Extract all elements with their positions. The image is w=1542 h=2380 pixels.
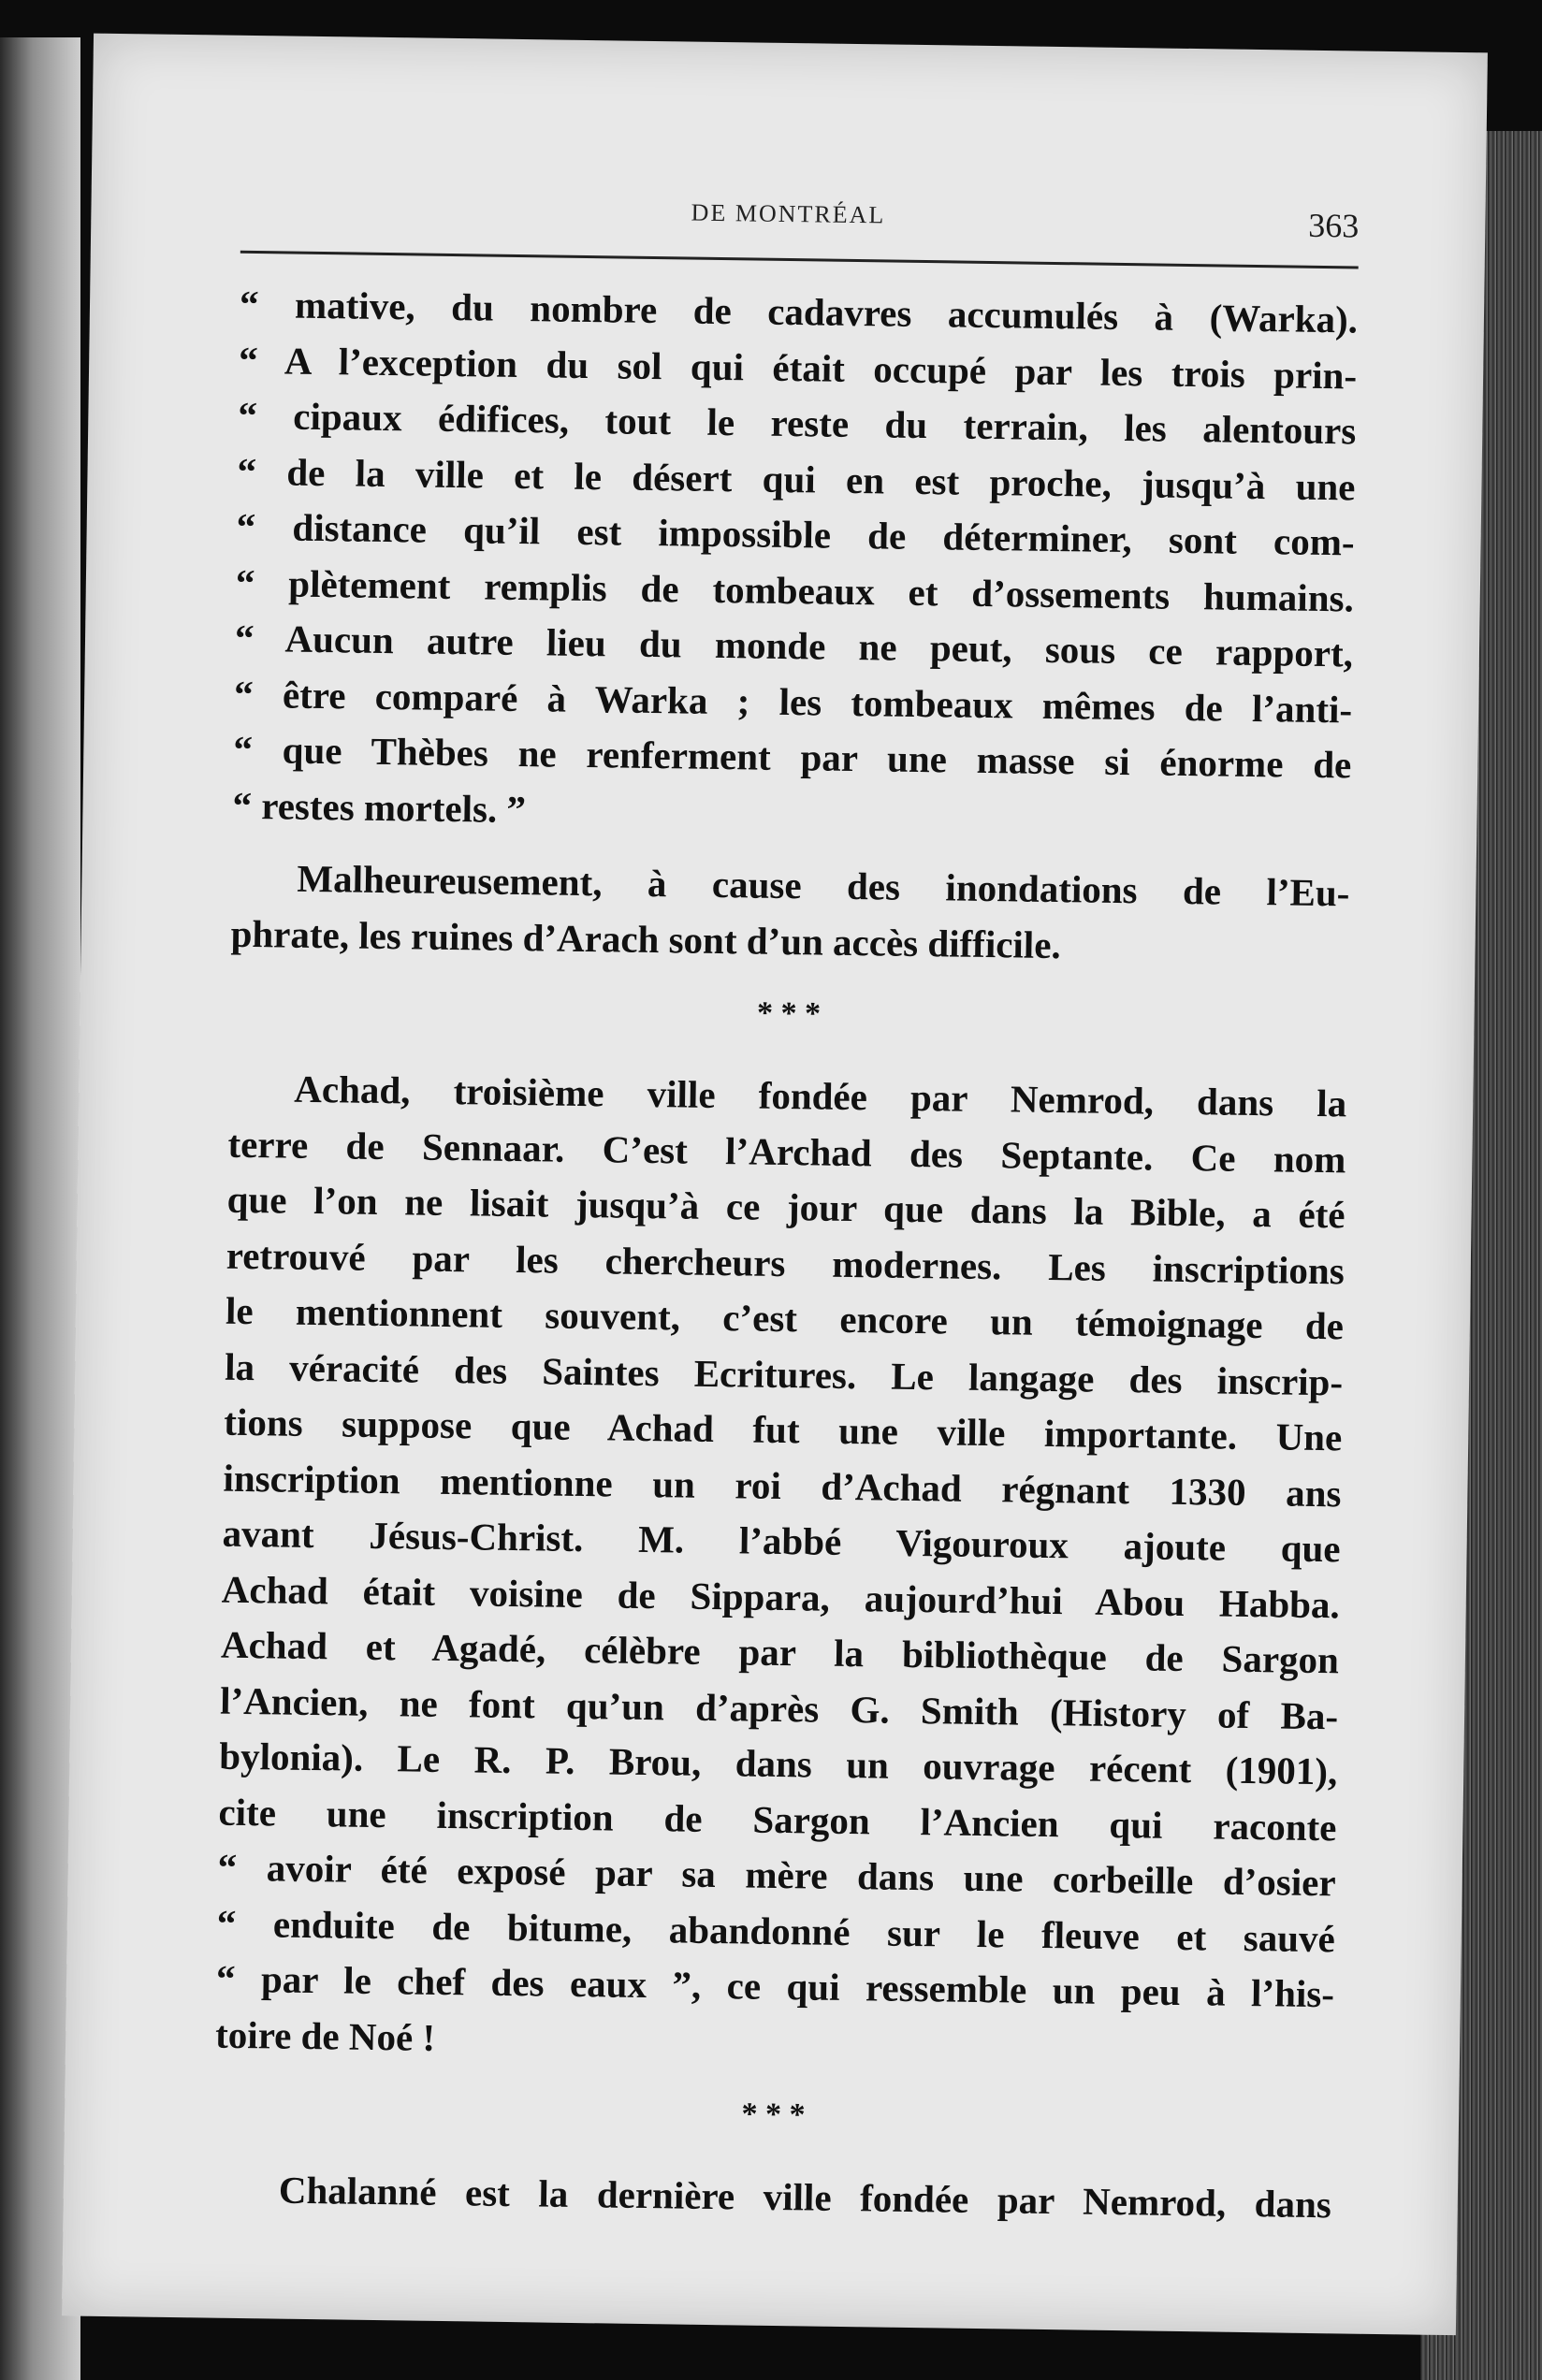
text-line: le mentionnent souvent, c’est encore un témoignage de [225, 1288, 1345, 1348]
text-line: “ cipaux édifices, tout le reste du terrain, les alentours [238, 393, 1357, 453]
text-line: Achad était voisine de Sippara, aujourd’hui Abou Habba. [221, 1567, 1341, 1626]
text-line: terre de Sennaar. C’est l’Archad des Septante. Ce nom [227, 1122, 1346, 1181]
text-line: Achad et Agadé, célèbre par la bibliothèque de Sargon [220, 1622, 1340, 1682]
header-rule [240, 251, 1359, 269]
book-page [62, 34, 1488, 2336]
section-separator: * * * [756, 995, 822, 1032]
text-line: “ Aucun autre lieu du monde ne peut, sous ce rapport, [234, 616, 1354, 675]
text-line: inscription mentionne un roi d’Achad régnant 1330 ans [223, 1456, 1342, 1515]
section-separator: * * * [741, 2097, 806, 2133]
text-line: Malheureusement, à cause des inondations de l’Eu- [297, 856, 1350, 915]
paragraph-chalanne [212, 2162, 1331, 2233]
paragraph-achad [215, 1061, 1347, 2079]
text-line: Chalanné est la dernière ville fondée par Nemrod, dans [278, 2168, 1332, 2227]
text-line: que l’on ne lisait jusqu’à ce jour que dans la Bible, a été [226, 1177, 1346, 1237]
text-line: bylonia). Le R. P. Brou, dans un ouvrage récent (1901), [219, 1734, 1338, 1793]
text-line: “ de la ville et le désert qui en est proche, jusqu’à une [237, 449, 1356, 508]
text-line: toire de Noé ! [214, 2012, 436, 2059]
text-line: “ A l’exception du sol qui était occupé par les trois prin- [238, 338, 1358, 397]
text-line: “ par le chef des eaux ”, ce qui ressemble un peu à l’his- [215, 1956, 1335, 2016]
text-line: “ distance qu’il est impossible de déterminer, sont com- [236, 504, 1355, 564]
text-line: “ mative, du nombre de cadavres accumulés à (Warka). [239, 282, 1359, 341]
text-line: phrate, les ruines d’Arach sont d’un accès difficile. [230, 911, 1062, 966]
text-line: l’Ancien, ne font qu’un d’après G. Smith (History of Ba- [219, 1678, 1339, 1737]
page-number: 363 [1308, 206, 1360, 245]
paragraph-euphrates [230, 850, 1350, 978]
text-line: “ enduite de bitume, abandonné sur le fleuve et sauvé [216, 1901, 1336, 1960]
body-text [212, 277, 1358, 2250]
text-line: tions suppose que Achad fut une ville importante. Une [224, 1400, 1343, 1459]
text-line: “ avoir été exposé par sa mère dans une corbeille d’osier [217, 1845, 1336, 1905]
text-line: “ restes mortels. ” [232, 783, 527, 831]
text-line: Achad, troisième ville fondée par Nemrod, dans la [294, 1067, 1347, 1125]
text-line: “ plètement remplis de tombeaux et d’ossements humains. [235, 560, 1355, 619]
text-line: retrouvé par les chercheurs modernes. Les inscriptions [225, 1233, 1346, 1292]
text-line: avant Jésus-Christ. M. l’abbé Vigouroux ajoute que [222, 1511, 1341, 1571]
running-head: DE MONTRÉAL [691, 198, 886, 229]
text-line: “ être comparé à Warka ; les tombeaux mêmes de l’anti- [233, 672, 1353, 731]
text-line: la véracité des Saintes Ecritures. Le langage des inscrip- [224, 1344, 1344, 1403]
text-line: cite une inscription de Sargon l’Ancien qui raconte [218, 1790, 1337, 1849]
text-line: “ que Thèbes ne renferment par une masse si énorme de [233, 727, 1352, 787]
quoted-passage [232, 277, 1358, 849]
